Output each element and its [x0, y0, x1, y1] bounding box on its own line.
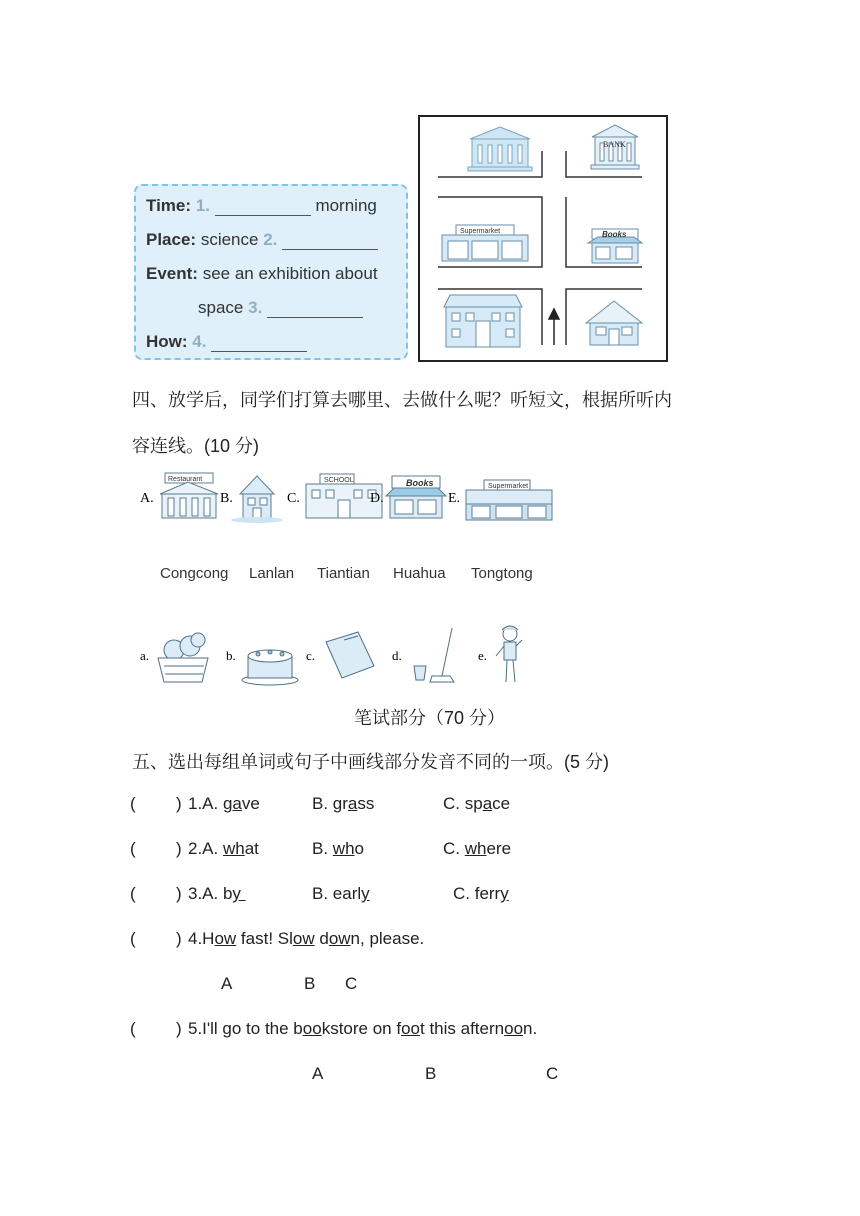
q2-open-paren: ( [130, 839, 136, 858]
event-number: 3. [248, 298, 263, 317]
q2-option-b: B. who [312, 839, 364, 858]
q5-open-paren: ( [130, 1019, 136, 1038]
svg-text:Books: Books [406, 478, 434, 488]
q5-label-c: C [546, 1064, 559, 1083]
event-cont: space [198, 298, 244, 317]
info-time [146, 196, 377, 216]
place-before: science [200, 230, 259, 249]
q1-close-paren: ) [176, 794, 182, 813]
q4-label-c: C [345, 974, 358, 993]
name-lanlan: Lanlan [249, 565, 295, 582]
name-tiantian: Tiantian [317, 565, 370, 582]
q1-option-c: C. space [443, 794, 511, 813]
bookstore-icon [386, 476, 446, 518]
fruit-basket-icon [158, 633, 208, 682]
time-after: morning [315, 196, 377, 215]
bank-icon [591, 125, 639, 169]
info-event [146, 264, 378, 284]
q4-label-a: A [221, 974, 233, 993]
restaurant-icon [160, 473, 218, 518]
mop-bucket-icon [414, 628, 454, 682]
svg-text:D.: D. [370, 491, 384, 506]
q2-close-paren: ) [176, 839, 182, 858]
q4-sentence: 4.How fast! Slow down, please. [188, 929, 425, 948]
house-icon [586, 301, 642, 345]
written-section-title: 笔试部分（70 分） [354, 708, 506, 728]
info-box [134, 184, 408, 360]
section4-heading-line2: 容连线。(10 分) [132, 436, 260, 456]
svg-text:A.: A. [140, 491, 154, 506]
girl-icon [496, 626, 522, 682]
svg-text:C.: C. [287, 491, 300, 506]
section5-heading: 五、选出每组单词或句子中画线部分发音不同的一项。(5 分) [132, 752, 609, 772]
how-blank[interactable] [211, 335, 307, 352]
place-number: 2. [263, 230, 278, 249]
time-blank[interactable] [215, 199, 311, 216]
svg-text:SCHOOL: SCHOOL [324, 477, 354, 484]
book-icon [326, 632, 374, 678]
q1-open-paren: ( [130, 794, 136, 813]
info-place [146, 230, 378, 250]
svg-text:Supermarket: Supermarket [460, 228, 501, 235]
q2-option-c: C. where [443, 839, 512, 858]
places-drawing [130, 470, 560, 526]
map-drawing [420, 117, 666, 360]
svg-text:E.: E. [448, 491, 461, 506]
items-drawing [130, 620, 550, 690]
q3-option-a: 3.A. by [188, 884, 246, 903]
q4-open-paren: ( [130, 929, 136, 948]
house-icon [231, 476, 283, 523]
section4-heading-line1: 四、放学后，同学们打算去哪里、去做什么呢？听短文，根据所听内 [132, 390, 672, 410]
q1-option-b: B. grass [312, 794, 375, 813]
time-label: Time: [146, 196, 192, 215]
svg-text:d.: d. [392, 648, 402, 663]
supermarket-icon [442, 225, 528, 261]
svg-text:BANK: BANK [603, 140, 626, 149]
museum-icon [468, 127, 532, 171]
school-icon [444, 295, 522, 347]
cake-icon [242, 650, 298, 685]
svg-text:B.: B. [220, 491, 233, 506]
name-congcong: Congcong [160, 565, 229, 582]
svg-text:e.: e. [478, 648, 488, 663]
items-row [130, 620, 550, 690]
q3-option-b: B. early [312, 884, 370, 903]
q3-option-c: C. ferry [453, 884, 509, 903]
svg-text:c.: c. [306, 648, 316, 663]
q4-label-b: B [304, 974, 316, 993]
q5-label-b: B [425, 1064, 437, 1083]
svg-text:b.: b. [226, 648, 236, 663]
time-number: 1. [195, 196, 210, 215]
street-map [418, 115, 668, 362]
name-huahua: Huahua [393, 565, 446, 582]
event-text: see an exhibition about [202, 264, 378, 283]
q5-label-a: A [312, 1064, 324, 1083]
event-label: Event: [146, 264, 198, 283]
place-blank[interactable] [282, 233, 378, 250]
q5-close-paren: ) [176, 1019, 182, 1038]
q5-sentence: 5.I'll go to the bookstore on foot this afternoon. [188, 1019, 538, 1038]
q3-open-paren: ( [130, 884, 136, 903]
svg-text:a.: a. [140, 648, 150, 663]
event-blank[interactable] [267, 301, 363, 318]
q1-option-a: 1.A. gave [188, 794, 260, 813]
q2-option-a: 2.A. what [188, 839, 259, 858]
q3-close-paren: ) [176, 884, 182, 903]
place-label: Place: [146, 230, 197, 249]
svg-text:Restaurant: Restaurant [168, 476, 203, 483]
info-event-cont [198, 298, 363, 318]
info-how [146, 332, 307, 352]
bookstore-icon [588, 229, 642, 263]
places-row [130, 470, 560, 526]
svg-text:Supermarket: Supermarket [488, 483, 529, 490]
arrow-up-icon [549, 309, 559, 345]
supermarket-icon [466, 480, 552, 520]
q4-close-paren: ) [176, 929, 182, 948]
how-label: How: [146, 332, 188, 351]
how-number: 4. [192, 332, 207, 351]
svg-text:Books: Books [602, 230, 627, 239]
name-tongtong: Tongtong [471, 565, 533, 582]
